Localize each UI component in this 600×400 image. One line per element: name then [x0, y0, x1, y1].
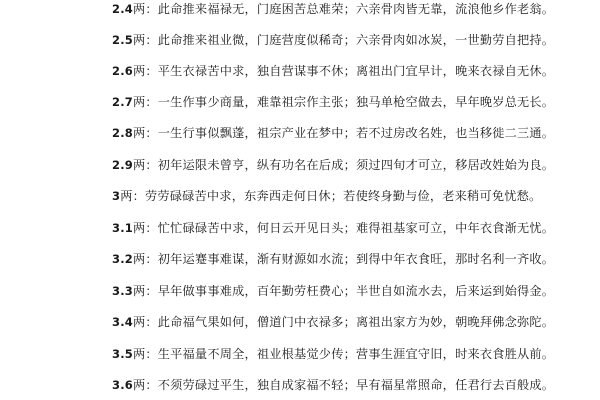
list-item [112, 218, 592, 238]
list-item [112, 281, 592, 301]
weight-unit: 两： [132, 347, 158, 361]
verse-text: 初年运蹇事难谋，渐有财源如水流；到得中年衣食旺，那时名利一齐收。 [157, 252, 555, 266]
list-item [112, 186, 592, 206]
weight-number: 3.2 [112, 252, 133, 266]
verse-text: 此命推来福禄无，门庭困苦总难荣；六亲骨肉皆无靠，流浪他乡作老翁。 [157, 2, 555, 16]
weight-number: 2.6 [112, 64, 133, 78]
weight-unit: 两： [132, 221, 158, 235]
verse-text: 劳劳碌碌苦中求，东奔西走何日休；若使终身勤与俭，老来稍可免忧愁。 [144, 189, 542, 203]
list-item [112, 30, 592, 50]
weight-number: 3 [112, 189, 121, 203]
weight-unit: 两： [132, 33, 158, 47]
weight-unit: 两： [132, 95, 158, 109]
list-item [112, 312, 592, 332]
list-item [112, 249, 592, 269]
list-item [112, 0, 592, 19]
weight-unit: 两： [132, 2, 158, 16]
verse-text: 忙忙碌碌苦中求，何日云开见日头；难得祖基家可立，中年衣食渐无忧。 [157, 221, 555, 235]
weight-unit: 两： [132, 284, 158, 298]
list-item [112, 375, 592, 395]
verse-text: 此命福气果如何，僧道门中衣禄多；离祖出家方为妙，朝晚拜佛念弥陀。 [157, 315, 555, 329]
weight-number: 2.5 [112, 33, 133, 47]
weight-unit: 两： [120, 189, 145, 203]
verse-text: 生平福量不周全，祖业根基觉少传；营事生涯宜守旧，时来衣食胜从前。 [157, 347, 555, 361]
verse-text: 此命推来祖业微，门庭营度似稀奇；六亲骨肉如冰炭，一世勤劳自把持。 [157, 33, 555, 47]
list-item [112, 344, 592, 364]
list-item [112, 155, 592, 175]
list-item [112, 123, 592, 143]
weight-number: 3.6 [112, 378, 133, 392]
weight-unit: 两： [132, 126, 158, 140]
verse-text: 不须劳碌过平生，独自成家福不轻；早有福星常照命，任君行去百般成。 [157, 378, 555, 392]
verse-text: 一生行事似飘蓬，祖宗产业在梦中；若不过房改名姓，也当移徙二三通。 [157, 126, 555, 140]
list-item [112, 61, 592, 81]
weight-number: 2.4 [112, 2, 133, 16]
weight-number: 2.9 [112, 158, 133, 172]
weight-unit: 两： [132, 315, 158, 329]
weight-unit: 两： [132, 378, 158, 392]
verse-text: 一生作事少商量，难靠祖宗作主张；独马单枪空做去，早年晚岁总无长。 [157, 95, 555, 109]
verse-text: 初年运限未曾亨，纵有功名在后成；须过四旬才可立，移居改姓始为良。 [157, 158, 555, 172]
weight-number: 2.8 [112, 126, 133, 140]
list-item [112, 92, 592, 112]
verse-text: 早年做事事难成，百年勤劳枉费心；半世自如流水去，后来运到始得金。 [157, 284, 555, 298]
weight-number: 3.5 [112, 347, 133, 361]
weight-number: 3.1 [112, 221, 133, 235]
weight-unit: 两： [132, 252, 158, 266]
weight-unit: 两： [132, 158, 158, 172]
verse-text: 平生衣禄苦中求，独自营谋事不休；离祖出门宜早计，晚来衣禄自无休。 [157, 64, 555, 78]
weight-number: 3.4 [112, 315, 133, 329]
weight-unit: 两： [132, 64, 158, 78]
weight-number: 3.3 [112, 284, 133, 298]
weight-number: 2.7 [112, 95, 133, 109]
